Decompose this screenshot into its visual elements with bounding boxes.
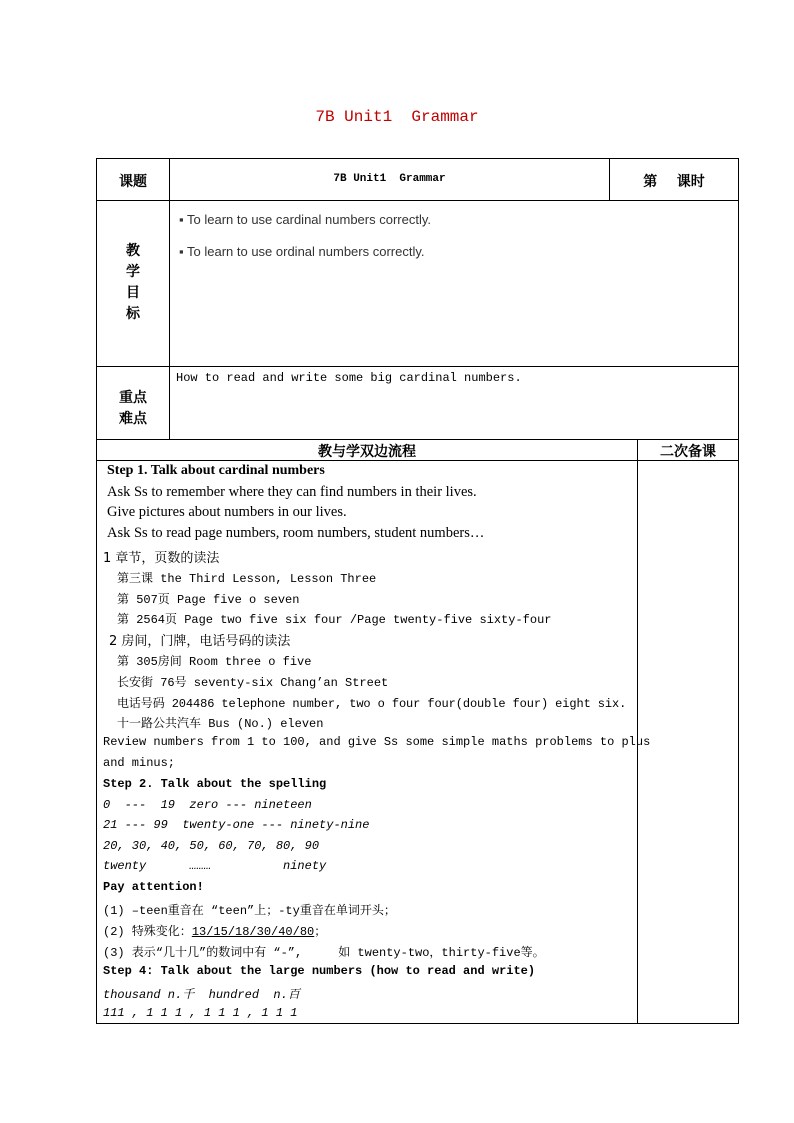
document-title: 7B Unit1 Grammar [315,108,479,126]
attention-item: (2) 特殊变化：13/15/18/30/40/80； [103,925,327,939]
lesson-plan-table [96,158,739,1024]
section1-title: 1 章节，页数的读法 [103,551,220,566]
section1-line: 第三课 the Third Lesson, Lesson Three [117,572,377,586]
bullet-icon: ▪ [179,212,187,227]
section2-title: 2 房间，门牌，电话号码的读法 [109,634,291,649]
review-line: Review numbers from 1 to 100, and give Ss some simple maths problems to plus [103,735,651,749]
special-numbers: 13/15/18/30/40/80 [191,925,315,939]
step1-line: Ask Ss to remember where they can find numbers in their lives. [107,484,477,500]
section2-line: 电话号码 204486 telephone number, two o four four(double four) eight six. [117,697,627,711]
key-points-label-part: 重点 [119,390,147,406]
column-divider [637,439,638,1023]
row-divider [97,366,738,367]
period-label: 第 课时 [643,174,705,190]
spelling-line: 21 --- 99 twenty-one --- ninety-nine [103,818,370,832]
step1-line: Give pictures about numbers in our lives. [107,504,347,520]
section1-line: 第 2564页 Page two five six four /Page twenty-five sixty-four [117,613,552,627]
key-points-text: How to read and write some big cardinal numbers. [176,371,522,385]
topic-value: 7B Unit1 Grammar [333,173,446,185]
row-divider [97,439,738,440]
number-line: 111 , 1 1 1 , 1 1 1 , 1 1 1 [103,1006,298,1020]
process-content [103,461,651,1021]
spelling-line: 0 --- 19 zero --- nineteen [103,798,312,812]
section2-line: 长安街 76号 seventy-six Chang’an Street [117,676,389,690]
vocab-line: thousand n.千 hundred n.百 [103,988,300,1002]
step1-title: Step 1. Talk about cardinal numbers [107,463,325,478]
topic-label: 课题 [119,174,147,190]
objective-item: ▪ To learn to use ordinal numbers correctly. [179,244,425,259]
objectives-label [97,241,169,325]
bullet-icon: ▪ [179,244,187,259]
objectives-label-char: 目 [126,285,140,301]
spelling-line: twenty ……… ninety [103,859,327,873]
section2-line: 十一路公共汽车 Bus (No.) eleven [117,717,324,731]
review-line: and minus; [103,756,176,770]
objective-item: ▪ To learn to use cardinal numbers correctly. [179,212,431,227]
section2-line: 第 305房间 Room three o five [117,655,312,669]
attention-item: (1) –teen重音在 “teen”上；-ty重音在单词开头； [103,904,396,918]
row-divider [97,200,738,201]
spelling-line: 20, 30, 40, 50, 60, 70, 80, 90 [103,839,320,853]
key-points-label [97,388,169,430]
process-heading: 教与学双边流程 [318,444,416,460]
objectives-label-char: 标 [126,306,140,322]
key-points-label-part: 难点 [119,411,147,427]
step4-title: Step 4: Talk about the large numbers (how to read and write) [103,964,536,978]
objectives-label-char: 学 [126,264,140,280]
step2-title: Step 2. Talk about the spelling [103,777,327,791]
section1-line: 第 507页 Page five o seven [117,593,300,607]
step1-line: Ask Ss to read page numbers, room numbers, student numbers… [107,525,485,541]
attention-title: Pay attention! [103,880,204,894]
objectives-label-char: 教 [126,243,140,259]
revision-heading: 二次备课 [660,444,716,460]
column-divider [169,159,170,439]
attention-item: (3) 表示“几十几”的数词中有 “-”, 如 twenty-two，thirty-five等。 [103,946,545,960]
